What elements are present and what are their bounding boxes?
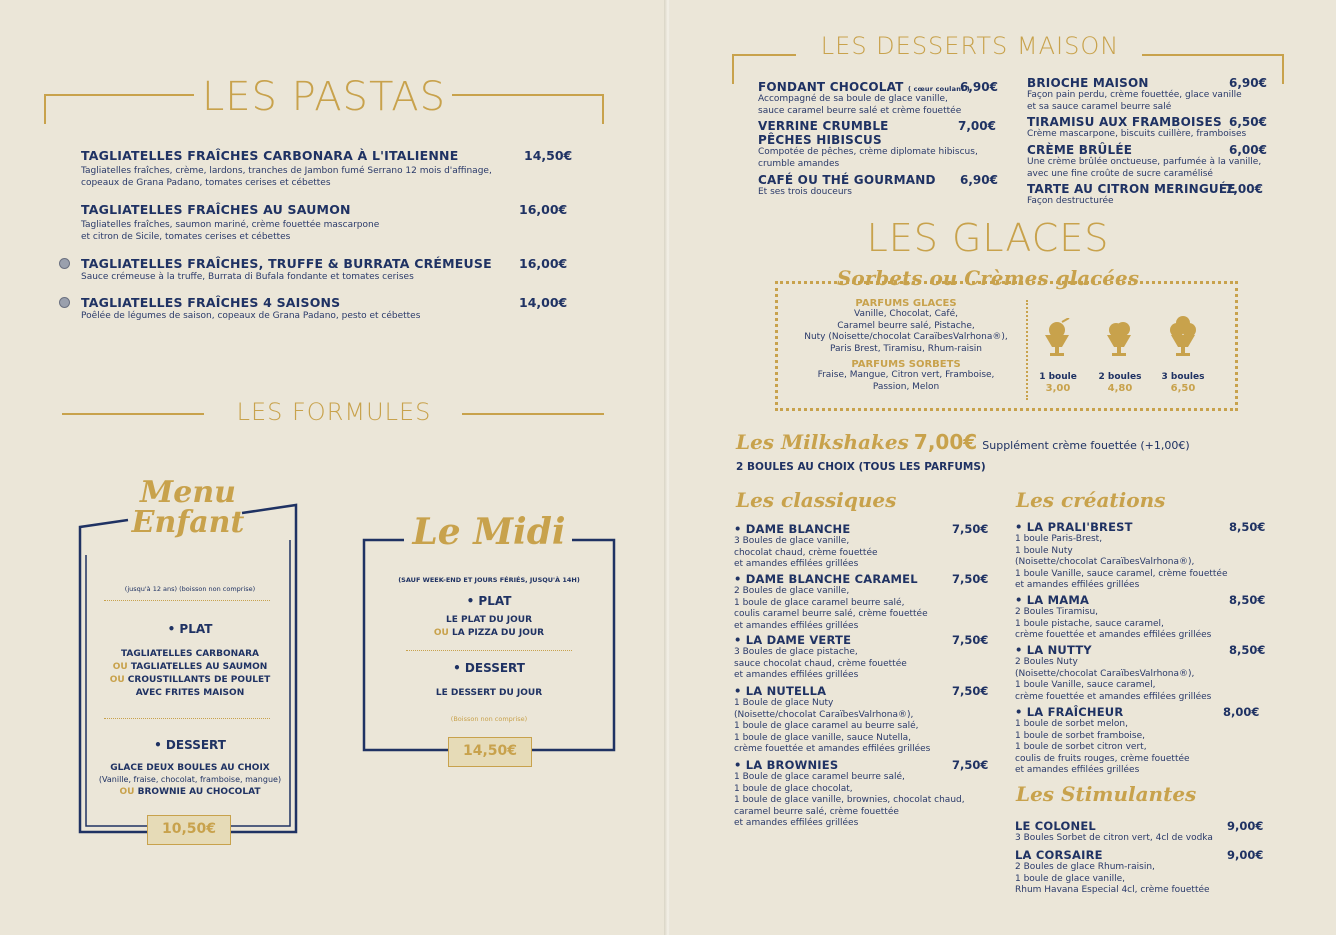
dessert-item-desc-1: Une crème brûlée onctueuse, parfumée à la vanille, [1027,157,1262,167]
midi-plat-1: LE PLAT DU JOUR [445,615,533,625]
dessert-item-desc-1: Compotée de pêches, crème diplomate hibiscus, [758,147,978,157]
classique-item-desc: 1 boule de glace caramel au beurre salé, [734,721,919,731]
classique-item-desc: crème fouettée et amandes effilées grillées [734,744,931,754]
classique-item-name: • LA NUTELLA [734,684,827,698]
dessert-item-desc-1: Façon destructurée [1027,196,1114,206]
boule-price: 4,80 [1107,383,1133,394]
pastas-rule-right [452,94,604,96]
creation-item-price: 8,00€ [1223,705,1260,719]
milkshakes-line [736,430,1296,454]
classique-item-desc: 1 Boule de glace caramel beurre salé, [734,772,905,782]
formules-rule-right [462,413,604,415]
pasta-item-price: 14,50€ [524,148,573,163]
dessert-item-extra: ( cœur coulant ) [907,85,970,93]
midi-boisson: (Boisson non comprise) [450,715,528,723]
boule-option [1092,372,1148,394]
creation-item-name: • LA MAMA [1015,593,1090,607]
midi-dessert: LE DESSERT DU JOUR [435,688,543,698]
creation-item-desc: 1 boule Vanille, sauce caramel, [1015,680,1156,690]
classique-item-desc: 1 boule de glace caramel beurre salé, [734,597,905,608]
stimulante-item-name: LE COLONEL [1015,819,1096,833]
dessert-item-price: 7,00€ [1225,182,1263,196]
parfums-glaces [780,298,1032,393]
dessert-item-desc-2: crumble amandes [758,158,840,169]
classique-item-desc: caramel beurre salé, crème fouettée [734,806,899,817]
enfant-price: 10,50€ [147,815,231,845]
pasta-item-name: TAGLIATELLES FRAÎCHES CARBONARA À L'ITALIENNE [81,148,459,163]
classique-item-desc: et amandes effilées grillées [734,559,859,569]
dessert-item-desc-1: Crème mascarpone, biscuits cuillère, framboises [1027,129,1247,139]
creation-item-name: • LA FRAÎCHEUR [1015,705,1124,719]
classique-item-desc: chocolat chaud, crème fouettée [734,547,878,558]
midi-title: Le Midi [412,511,566,553]
enfant-dessert-list [82,762,298,798]
stimulante-item-desc: Rhum Havana Especial 4cl, crème fouettée [1015,885,1210,895]
midi-plat-label: • PLAT [466,594,512,608]
classique-item-price: 7,50€ [952,684,989,698]
enfant-divider [104,718,270,719]
creation-item [1015,643,1271,703]
classique-item [734,758,990,830]
enfant-divider [104,600,270,601]
midi-price: 14,50€ [448,737,532,767]
midi-note: (SAUF WEEK-END ET JOURS FÉRIÉS, JUSQU'À 14H) [398,576,580,584]
boule-label: 2 boules [1098,372,1142,382]
dessert-item-price: 6,90€ [960,173,998,187]
classique-item-desc: 1 Boule de glace Nuty [734,698,834,708]
dessert-item-name: FONDANT CHOCOLAT [758,80,904,94]
creation-item [1015,705,1271,777]
one-scoop-icon [1042,318,1072,358]
enfant-plat-1: TAGLIATELLES CARBONARA [120,649,260,659]
vegetarian-icon [59,297,70,308]
pasta-item-desc-1: Poêlée de légumes de saison, copeaux de Grana Padano, pesto et cébettes [81,311,421,321]
glaces-subtitle: Sorbets ou Crèmes glacées [836,266,1140,290]
classique-item-name: • LA DAME VERTE [734,633,852,647]
dessert-item [758,173,998,199]
classique-item-desc: coulis caramel beurre salé, crème fouettée [734,609,928,619]
creation-item-desc: 1 boule Vanille, sauce caramel, crème fouettée [1015,568,1228,579]
pasta-item [81,202,571,243]
pasta-item-name: TAGLIATELLES FRAÎCHES AU SAUMON [81,202,351,217]
classique-item-desc: 3 Boules de glace vanille, [734,536,850,546]
pastas-rule-left [44,94,194,96]
formules-title: LES FORMULES [236,398,432,426]
boule-label: 3 boules [1161,372,1205,382]
dessert-item-price: 6,90€ [1229,76,1267,90]
dessert-item-desc-2: avec une fine croûte de sucre caramélisé [1027,168,1213,179]
enfant-ou: OU [119,787,135,797]
enfant-plat-3: CROUSTILLANTS DE POULET [127,675,271,685]
dessert-item-name: TARTE AU CITRON MERINGUÉE [1027,182,1236,196]
creation-item-desc: 2 Boules Tiramisu, [1015,607,1099,617]
pasta-item-price: 14,00€ [519,295,568,310]
classique-item-price: 7,50€ [952,572,989,586]
enfant-dessert-3: BROWNIE AU CHOCOLAT [137,787,261,797]
desserts-title: LES DESSERTS MAISON [820,32,1120,60]
desserts-rule-corner-right [1282,54,1284,84]
pastas-title: LES PASTAS [201,74,447,120]
pasta-item-desc-1: Tagliatelles fraîches, saumon mariné, crème fouettée mascarpone [81,220,380,230]
classique-item-price: 7,50€ [952,633,989,647]
creation-item-price: 8,50€ [1229,593,1266,607]
midi-plat-2: LA PIZZA DU JOUR [452,628,545,638]
enfant-ou: OU [109,675,125,685]
pasta-item-name: TAGLIATELLES FRAÎCHES, TRUFFE & BURRATA CRÉMEUSE [81,256,492,271]
dessert-item-price: 6,00€ [1229,143,1267,157]
milkshakes-price: 7,00€ [913,430,978,454]
creation-item-desc: coulis de fruits rouges, crème fouettée [1015,753,1190,764]
creation-item-desc: 2 Boules Nuty [1015,657,1078,667]
desserts-rule-corner-left [732,54,734,84]
dessert-item [1027,115,1269,141]
classique-item-name: • DAME BLANCHE [734,522,851,536]
classique-item [734,522,990,571]
creation-item-desc: 1 boule de sorbet framboise, [1015,730,1146,741]
enfant-dessert-1: GLACE DEUX BOULES AU CHOIX [110,763,270,773]
pastas-rule-corner-left [44,94,46,124]
parfums-sorbets-label: PARFUMS SORBETS [851,359,961,370]
classique-item-desc: et amandes effilées grillées [734,818,859,828]
stimulante-item-name: LA CORSAIRE [1015,848,1103,862]
pasta-item-desc-2: et citron de Sicile, tomates cerises et cébettes [81,231,291,242]
classique-item-desc: sauce chocolat chaud, crème fouettée [734,658,907,669]
dessert-item-desc-1: Accompagné de sa boule de glace vanille, [758,94,948,104]
dessert-item-desc-2: sauce caramel beurre salé et crème fouettée [758,105,962,116]
parfums-glaces-label: PARFUMS GLACES [855,298,957,309]
midi-dessert-label: • DESSERT [453,661,525,675]
creation-item-desc: et amandes effilées grillées [1015,580,1140,590]
pasta-item-price: 16,00€ [519,202,568,217]
left-page [0,0,666,935]
creation-item-desc: et amandes effilées grillées [1015,765,1140,775]
dessert-item [758,80,998,117]
enfant-dessert-label: • DESSERT [154,738,226,752]
right-page [670,0,1336,935]
classique-item-price: 7,50€ [952,522,989,536]
creation-item [1015,520,1271,592]
dessert-item [1027,76,1269,113]
parfums-sorbets-line: Fraise, Mangue, Citron vert, Framboise, [817,370,995,380]
dessert-item-name: BRIOCHE MAISON [1027,76,1149,90]
creation-item-desc: (Noisette/chocolat CaraïbesValrhona®), [1015,668,1195,679]
milkshakes-subline: 2 BOULES AU CHOIX (TOUS LES PARFUMS) [736,461,986,473]
enfant-title-line-1: Menu [140,475,236,510]
vegetarian-icon [59,258,70,269]
enfant-note: (jusqu'à 12 ans) (boisson non comprise) [124,585,256,593]
enfant-plat-2: TAGLIATELLES AU SAUMON [130,662,268,672]
parfums-glaces-line: Nuty (Noisette/chocolat CaraïbesValrhona®), [804,332,1008,342]
classique-item-name: • LA BROWNIES [734,758,839,772]
pasta-item-desc-1: Tagliatelles fraîches, crème, lardons, tranches de Jambon fumé Serrano 12 mois d'affinage, [81,166,492,176]
classique-item-desc: et amandes effilées grillées [734,670,859,680]
creation-item-desc: 1 boule de sorbet citron vert, [1015,742,1147,752]
classique-item-desc: 1 boule de glace chocolat, [734,783,853,794]
creation-item-desc: 1 boule de sorbet melon, [1015,719,1128,729]
dessert-item-name: TIRAMISU AUX FRAMBOISES [1027,115,1222,129]
creation-item-desc: crème fouettée et amandes effilées grillées [1015,691,1212,702]
pasta-item-price: 16,00€ [519,256,568,271]
stimulantes-title: Les Stimulantes [1016,782,1197,806]
boule-option [1155,372,1211,394]
classique-item-desc: 1 boule de glace vanille, sauce Nutella, [734,732,912,743]
boule-price: 3,00 [1045,383,1071,394]
classique-item [734,684,990,756]
classique-item [734,572,990,632]
creation-item-desc: 1 boule Paris-Brest, [1015,534,1103,544]
stimulante-item [1015,848,1271,897]
dessert-item-desc-2: et sa sauce caramel beurre salé [1027,101,1172,112]
desserts-rule-right [1142,54,1284,56]
classique-item-desc: et amandes effilées grillées [734,620,859,631]
enfant-title [118,475,258,540]
parfums-glaces-line: Paris Brest, Tiramisu, Rhum-raisin [829,343,983,354]
milkshakes-supplement: Supplément crème fouettée (+1,00€) [982,439,1190,452]
stimulante-item-price: 9,00€ [1227,848,1264,862]
dessert-item-desc-1: Façon pain perdu, crème fouettée, glace vanille [1027,90,1242,100]
classique-item-price: 7,50€ [952,758,989,772]
midi-divider [406,650,572,651]
creations-title: Les créations [1016,488,1166,512]
creation-item-name: • LA NUTTY [1015,643,1092,657]
boule-label: 1 boule [1039,372,1077,382]
dessert-item [1027,143,1269,180]
glaces-title: LES GLACES [866,216,1110,260]
stimulante-item [1015,819,1271,845]
dessert-item-name: CRÈME BRÛLÉE [1027,143,1133,157]
two-scoop-icon [1104,318,1134,358]
dessert-item-name: VERRINE CRUMBLE [758,119,889,133]
creation-item-desc: 1 boule pistache, sauce caramel, [1015,618,1164,629]
enfant-dessert-2: (Vanille, fraise, chocolat, framboise, mangue) [98,775,282,784]
creation-item-price: 8,50€ [1229,643,1266,657]
formules-rule-left [62,413,204,415]
dessert-item-price: 6,90€ [960,80,998,94]
creation-item-desc: (Noisette/chocolat CaraïbesValrhona®), [1015,557,1195,567]
dessert-item-name-2: PÊCHES HIBISCUS [758,133,882,147]
pastas-rule-corner-right [602,94,604,124]
dessert-item-price: 6,50€ [1229,115,1267,129]
enfant-ou: OU [112,662,128,672]
enfant-plat-list [82,648,298,700]
classiques-title: Les classiques [736,488,897,512]
enfant-plat-label: • PLAT [167,622,213,636]
stimulante-item-desc: 3 Boules Sorbet de citron vert, 4cl de vodka [1015,833,1213,843]
classique-item-desc: 3 Boules de glace pistache, [734,647,858,657]
classique-item-desc: (Noisette/chocolat CaraïbesValrhona®), [734,709,914,720]
boule-price: 6,50 [1170,383,1196,394]
creation-item [1015,593,1271,642]
pasta-item [81,295,571,323]
enfant-plat-4: AVEC FRITES MAISON [135,688,245,698]
pasta-item [81,148,571,189]
creation-item-desc: crème fouettée et amandes effilées grillées [1015,630,1212,640]
creation-item-price: 8,50€ [1229,520,1266,534]
three-scoop-icon [1167,314,1199,358]
stimulante-item-desc: 2 Boules de glace Rhum-raisin, [1015,862,1155,872]
midi-ou: OU [433,628,449,638]
creation-item-desc: 1 boule Nuty [1015,545,1073,556]
pasta-item-name: TAGLIATELLES FRAÎCHES 4 SAISONS [81,295,341,310]
dessert-item [758,119,998,170]
dessert-item-price: 7,00€ [958,119,996,133]
classique-item-name: • DAME BLANCHE CARAMEL [734,572,918,586]
enfant-title-line-2: Enfant [131,505,245,540]
milkshakes-title: Les Milkshakes [736,430,909,454]
pasta-item-desc-2: copeaux de Grana Padano, tomates cerises et cébettes [81,177,331,188]
dessert-item [1027,182,1269,208]
glaces-divider [1026,300,1028,400]
dessert-item-desc-1: Et ses trois douceurs [758,187,852,197]
parfums-glaces-line: Caramel beurre salé, Pistache, [837,320,975,331]
classique-item [734,633,990,682]
parfums-sorbets-line: Passion, Melon [872,381,940,392]
midi-plat-list [364,614,614,640]
dessert-item-name: CAFÉ OU THÉ GOURMAND [758,173,936,187]
pasta-item [81,256,571,284]
pasta-item-desc-1: Sauce crémeuse à la truffe, Burrata di Bufala fondante et tomates cerises [81,272,414,282]
classique-item-desc: 2 Boules de glace vanille, [734,586,850,596]
desserts-rule-left [732,54,796,56]
stimulante-item-price: 9,00€ [1227,819,1264,833]
boule-option [1030,372,1086,394]
classique-item-desc: 1 boule de glace vanille, brownies, chocolat chaud, [734,795,965,805]
stimulante-item-desc: 1 boule de glace vanille, [1015,873,1126,884]
creation-item-name: • LA PRALI'BREST [1015,520,1133,534]
parfums-glaces-line: Vanille, Chocolat, Café, [853,309,959,319]
